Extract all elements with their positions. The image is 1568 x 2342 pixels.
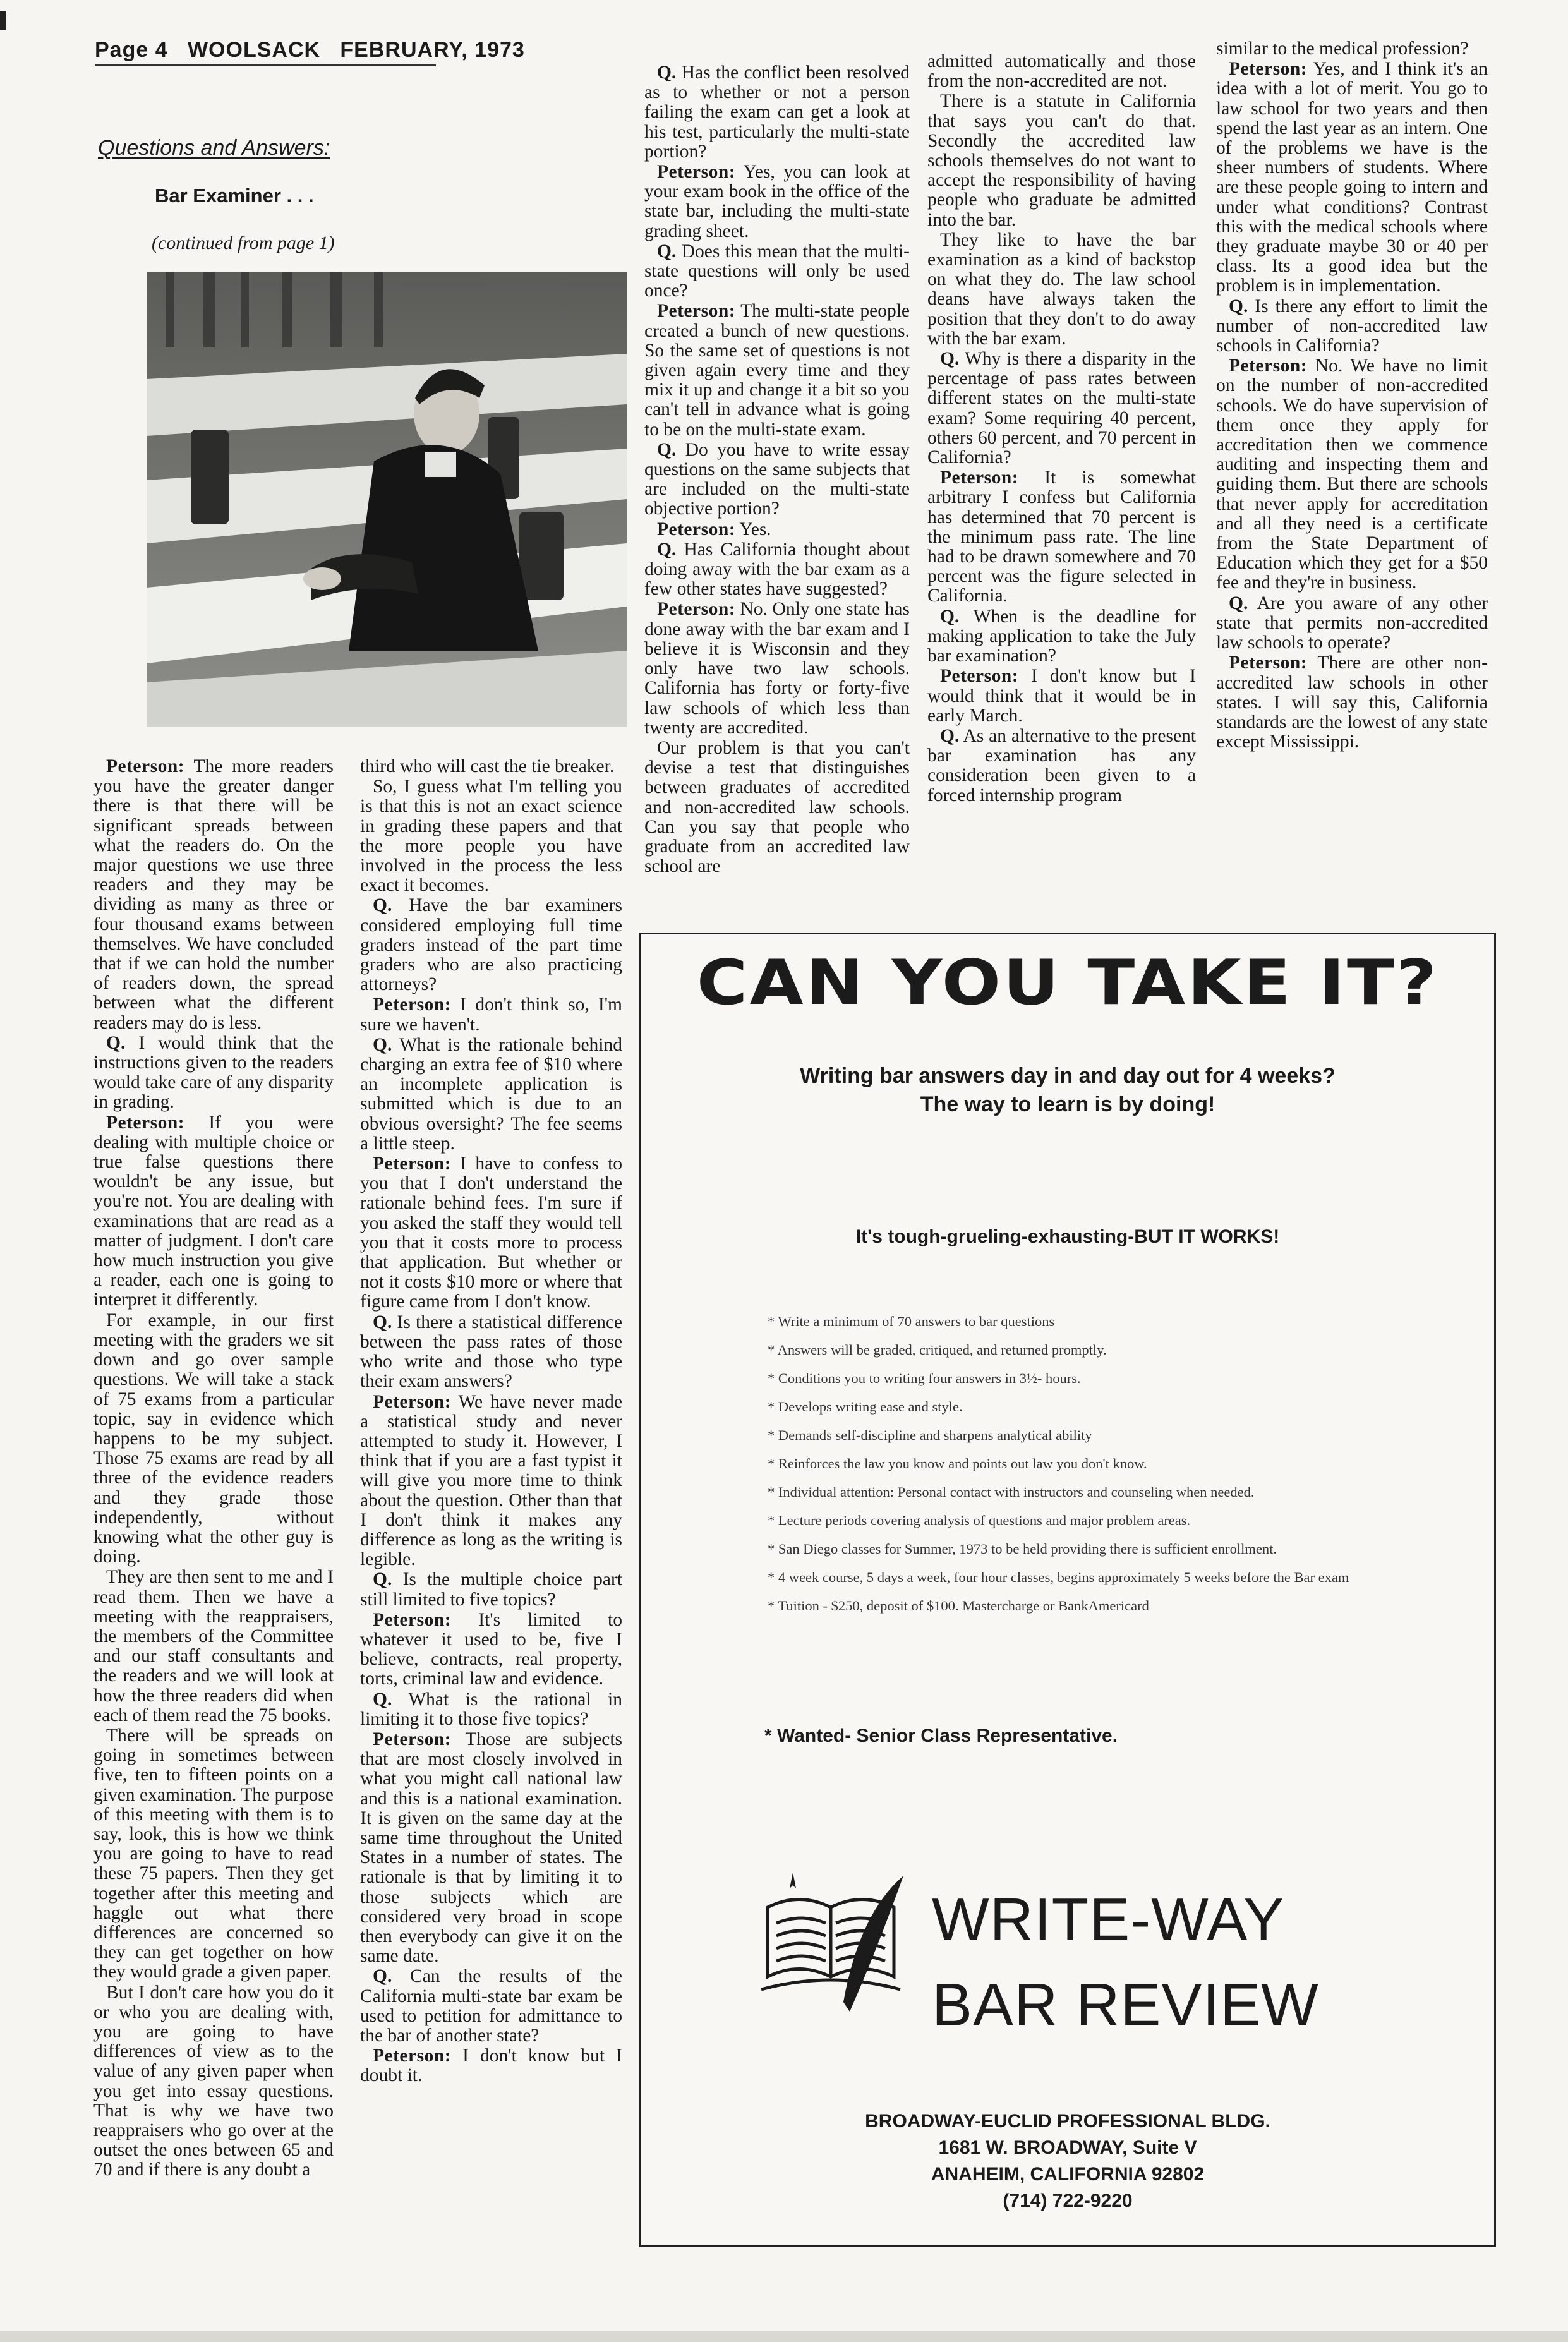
paper-name: WOOLSACK — [187, 38, 321, 62]
paragraph: They are then sent to me and I read them. Then we have a meeting with the reappraisers, the members of the Committee and our staff consultants and the readers and we will look at how the three readers did when each of them read the 75 books. — [93, 1567, 334, 1725]
paragraph: But I don't care how you do it or who you are dealing with, you are going to have differences of view as to the value of any given paper when you get into essay questions. That is why we have two reappraisers who go over at the outset the ones between 65 and 70 and if there is any doubt a — [93, 1982, 334, 2180]
page-number: Page 4 — [95, 38, 168, 62]
paragraph: third who will cast the tie breaker. — [360, 756, 615, 776]
paragraph: Peterson: Yes, and I think it's an idea with a lot of merit. You go to law school for two years and then spend the last year as an intern. One of the problems we have is the sheer numbers of students. Where are these people going to intern and under what conditions? Contrast this with the medical schools where they graduate maybe 30 or 40 per class. Its a good idea but the problem is in implementation. — [1216, 59, 1488, 296]
ad-feature-list — [761, 1313, 1387, 1626]
paragraph: Peterson: I don't know but I would think that it would be in early March. — [927, 666, 1196, 726]
paragraph: Q. Is the multiple choice part still limited to five topics? — [360, 1569, 622, 1610]
book-and-quill-icon — [755, 1869, 907, 2015]
article-column-1 — [93, 757, 334, 2181]
paragraph: Q. Do you have to write essay questions on the same subjects that are included on the multi-state objective portion? — [644, 439, 910, 519]
paragraph: Q. What is the rationale behind charging an extra fee of $10 where an incomplete application is submitted which is due to an obvious oversight? The fee seems a little steep. — [360, 1034, 622, 1154]
ad-headline: CAN YOU TAKE IT? — [696, 947, 1439, 1019]
paragraph: Q. Are you aware of any other state that permits non-accredited law schools to operate? — [1216, 593, 1488, 653]
article-column-3 — [644, 63, 910, 877]
list-item: * Answers will be graded, critiqued, and returned promptly. — [761, 1342, 1387, 1358]
paragraph: Peterson: If you were dealing with multiple choice or true false questions there wouldn't be any issue, but you're not. You are dealing with examinations that are read as a matter of judgment. I don't care how much instruction you give a reader, each one is going to interpret it differently. — [93, 1112, 334, 1310]
article-column-5 — [1216, 39, 1488, 752]
paragraph: Q. Can the results of the California multi-state bar exam be used to petition for admittance to the bar of another state? — [360, 1966, 622, 2046]
ad-tagline: It's tough-grueling-exhausting-BUT IT WORKS! — [855, 1226, 1280, 1247]
ad-subheadline-2: The way to learn is by doing! — [920, 1092, 1215, 1116]
paragraph: Peterson: No. We have no limit on the number of non-accredited schools. We do have supervision of them once they apply for accreditation then we commence auditing and inspecting them and guiding them. But there are schools that never apply for accreditation and all they need is a certificate from the State Department of Education which they get for a $50 fee and they're in business. — [1216, 356, 1488, 593]
list-item: * Develops writing ease and style. — [761, 1399, 1387, 1415]
list-item: * Individual attention: Personal contact with instructors and counseling when needed. — [761, 1484, 1387, 1500]
ad-subheadline-1: Writing bar answers day in and day out for 4 weeks? — [800, 1064, 1336, 1088]
paragraph: Peterson: Yes. — [657, 519, 771, 540]
paragraph: Q. Has California thought about doing away with the bar exam as a few other states have suggested? — [644, 539, 910, 600]
paragraph: Peterson: It's limited to whatever it used to be, five I believe, contracts, real property, torts, criminal law and evidence. — [360, 1609, 622, 1689]
list-item: * Demands self-discipline and sharpens analytical ability — [761, 1427, 1387, 1444]
paragraph: Our problem is that you can't devise a test that distinguishes between graduates of accredited and non-accredited law schools. Can you say that people who graduate from an accredited law school are — [644, 737, 910, 877]
ad-phone: (714) 722-9220 — [1003, 2190, 1133, 2211]
paragraph: Peterson: The multi-state people created a bunch of new questions. So the same set of questions is not given again every time and they mix it up and change it a bit so you can't tell in advance what is going to be on the multi-state exam. — [644, 301, 910, 440]
paragraph: So, I guess what I'm telling you is that this is not an exact science in grading these papers and that the more people you have involved in the process the less exact it becomes. — [360, 776, 622, 896]
paragraph: Peterson: Those are subjects that are most closely involved in what you might call national law and this is a national examination. It is given on the same day at the same time throughout the United States in a number of states. The rationale is that by limiting it to those subjects which are considered very broad in scope then everybody can give it on the same date. — [360, 1729, 622, 1967]
paragraph: similar to the medical profession? — [1216, 39, 1469, 59]
list-item: * Tuition - $250, deposit of $100. Mastercharge or BankAmericard — [761, 1598, 1387, 1614]
article-column-4 — [927, 52, 1196, 806]
ad-address-line-2: 1681 W. BROADWAY, Suite V — [938, 2137, 1197, 2158]
list-item: * 4 week course, 5 days a week, four hour classes, begins approximately 5 weeks before the Bar exam — [761, 1569, 1387, 1586]
paragraph: Peterson: We have never made a statistical study and never attempted to study it. However, I think that if you are a fast typist it will give you more time to think about the question. Other than that I don't think it makes any difference as long as the writing is legible. — [360, 1391, 623, 1570]
paragraph: Peterson: I don't know but I doubt it. — [360, 2046, 622, 2086]
left-edge-mark — [0, 11, 6, 30]
paragraph: Q. Is there any effort to limit the number of non-accredited law schools in California? — [1216, 296, 1488, 356]
paragraph: Peterson: No. Only one state has done away with the bar exam and I believe it is Wisconsin and they only have two law schools. California has forty or forty-five law schools of which less than twenty are accredited. — [644, 599, 910, 738]
ad-address-line-3: ANAHEIM, CALIFORNIA 92802 — [931, 2164, 1205, 2185]
paragraph: They like to have the bar examination as a kind of backstop on what they do. The law school deans have always taken the position that they don't to do away with the bar exam. — [927, 229, 1196, 349]
brand-name-line-2: BAR REVIEW — [932, 1971, 1319, 2039]
paragraph: Peterson: I don't think so, I'm sure we haven't. — [360, 994, 623, 1035]
brand-name-line-1: WRITE-WAY — [932, 1886, 1285, 1953]
article-title: Bar Examiner . . . — [155, 184, 314, 207]
paragraph: For example, in our first meeting with the graders we sit down and go over sample questions. We will take a stack of 75 exams from a particular topic, say in evidence which happens to be my subject. Those 75 exams are read by all three of the evidence readers and they grade those independently, without knowing what the other guy is doing. — [93, 1310, 334, 1567]
list-item: * Reinforces the law you know and points out law you don't know. — [761, 1456, 1387, 1472]
paragraph: Peterson: It is somewhat arbitrary I confess but California has determined that 70 percent is the minimum pass rate. The line had to be drawn somewhere and 70 percent was the figure selected in California. — [927, 468, 1197, 607]
continued-note: (continued from page 1) — [152, 232, 335, 253]
write-way-advertisement — [639, 933, 1496, 2247]
ad-address-line-1: BROADWAY-EUCLID PROFESSIONAL BLDG. — [865, 2111, 1270, 2132]
paragraph: Q. What is the rational in limiting it to those five topics? — [360, 1689, 622, 1729]
paragraph: Peterson: The more readers you have the greater danger there is that there will be significant spreads between what the readers do. On the major questions we use three readers and they may be dividing as many as three or four thousand exams between themselves. We have concluded that if we can hold the number of readers down, the spread between what the different readers may do is less. — [93, 756, 334, 1033]
page-header — [95, 38, 525, 63]
paragraph: Q. I would think that the instructions given to the readers would take care of any disparity in grading. — [93, 1032, 334, 1113]
list-item: * San Diego classes for Summer, 1973 to be held providing there is sufficient enrollment. — [761, 1541, 1387, 1557]
header-rule — [95, 64, 436, 66]
paragraph: Peterson: There are other non-accredited law schools in other states. I will say this, California standards are the lowest of any state except Mississippi. — [1216, 653, 1488, 752]
list-item: * Lecture periods covering analysis of questions and major problem areas. — [761, 1512, 1387, 1529]
paragraph: Q. When is the deadline for making application to take the July bar examination? — [927, 606, 1196, 667]
paragraph: admitted automatically and those from the non-accredited are not. — [927, 51, 1196, 92]
list-item: * Write a minimum of 70 answers to bar questions — [761, 1313, 1387, 1330]
bottom-edge-shadow — [0, 2331, 1568, 2342]
paragraph: Q. Have the bar examiners considered employing full time graders instead of the part time graders who are also practicing attorneys? — [360, 895, 622, 995]
section-title: Questions and Answers: — [98, 136, 330, 160]
article-column-2 — [360, 757, 622, 2087]
photo-seated-man-at-desk — [147, 272, 627, 727]
paragraph: Q. Has the conflict been resolved as to whether or not a person failing the exam can get a look at his test, particularly the multi-state portion? — [644, 63, 910, 162]
paragraph: Peterson: Yes, you can look at your exam book in the office of the state bar, including the multi-state grading sheet. — [644, 162, 910, 241]
article-photo — [147, 272, 627, 727]
paragraph: Q. Why is there a disparity in the percentage of pass rates between different states on the multi-state exam? Some requiring 40 percent, others 60 percent, and 70 percent in California? — [927, 349, 1197, 468]
paragraph: There is a statute in California that says you can't do that. Secondly the accredited law schools themselves do not want to accept the responsibility of having people who graduate be admitted into the bar. — [927, 91, 1196, 230]
paragraph: Q. Does this mean that the multi-state questions will only be used once? — [644, 241, 910, 301]
paragraph: There will be spreads on going in sometimes between five, ten to fifteen points on a given examination. The purpose of this meeting with them is to say, look, this is how we think you are going to have to read these 75 papers. Then they get together after this meeting and haggle out what there differences are concerned so they can get together on how they would grade a given paper. — [93, 1725, 334, 1983]
paragraph: Peterson: I have to confess to you that I don't understand the rationale behind fees. I'm sure if you asked the staff they would tell you that it costs more to process that application. But whether or not it costs $10 more or where that figure came from I don't know. — [360, 1154, 623, 1312]
issue-date: FEBRUARY, 1973 — [340, 38, 525, 62]
paragraph: Q. As an alternative to the present bar examination has any consideration been given to a forced internship program — [927, 725, 1196, 806]
paragraph: Q. Is there a statistical difference between the pass rates of those who write and those who type their exam answers? — [360, 1312, 623, 1392]
list-item: * Conditions you to writing four answers in 3½- hours. — [761, 1370, 1387, 1387]
ad-wanted-note: * Wanted- Senior Class Representative. — [764, 1725, 1118, 1746]
